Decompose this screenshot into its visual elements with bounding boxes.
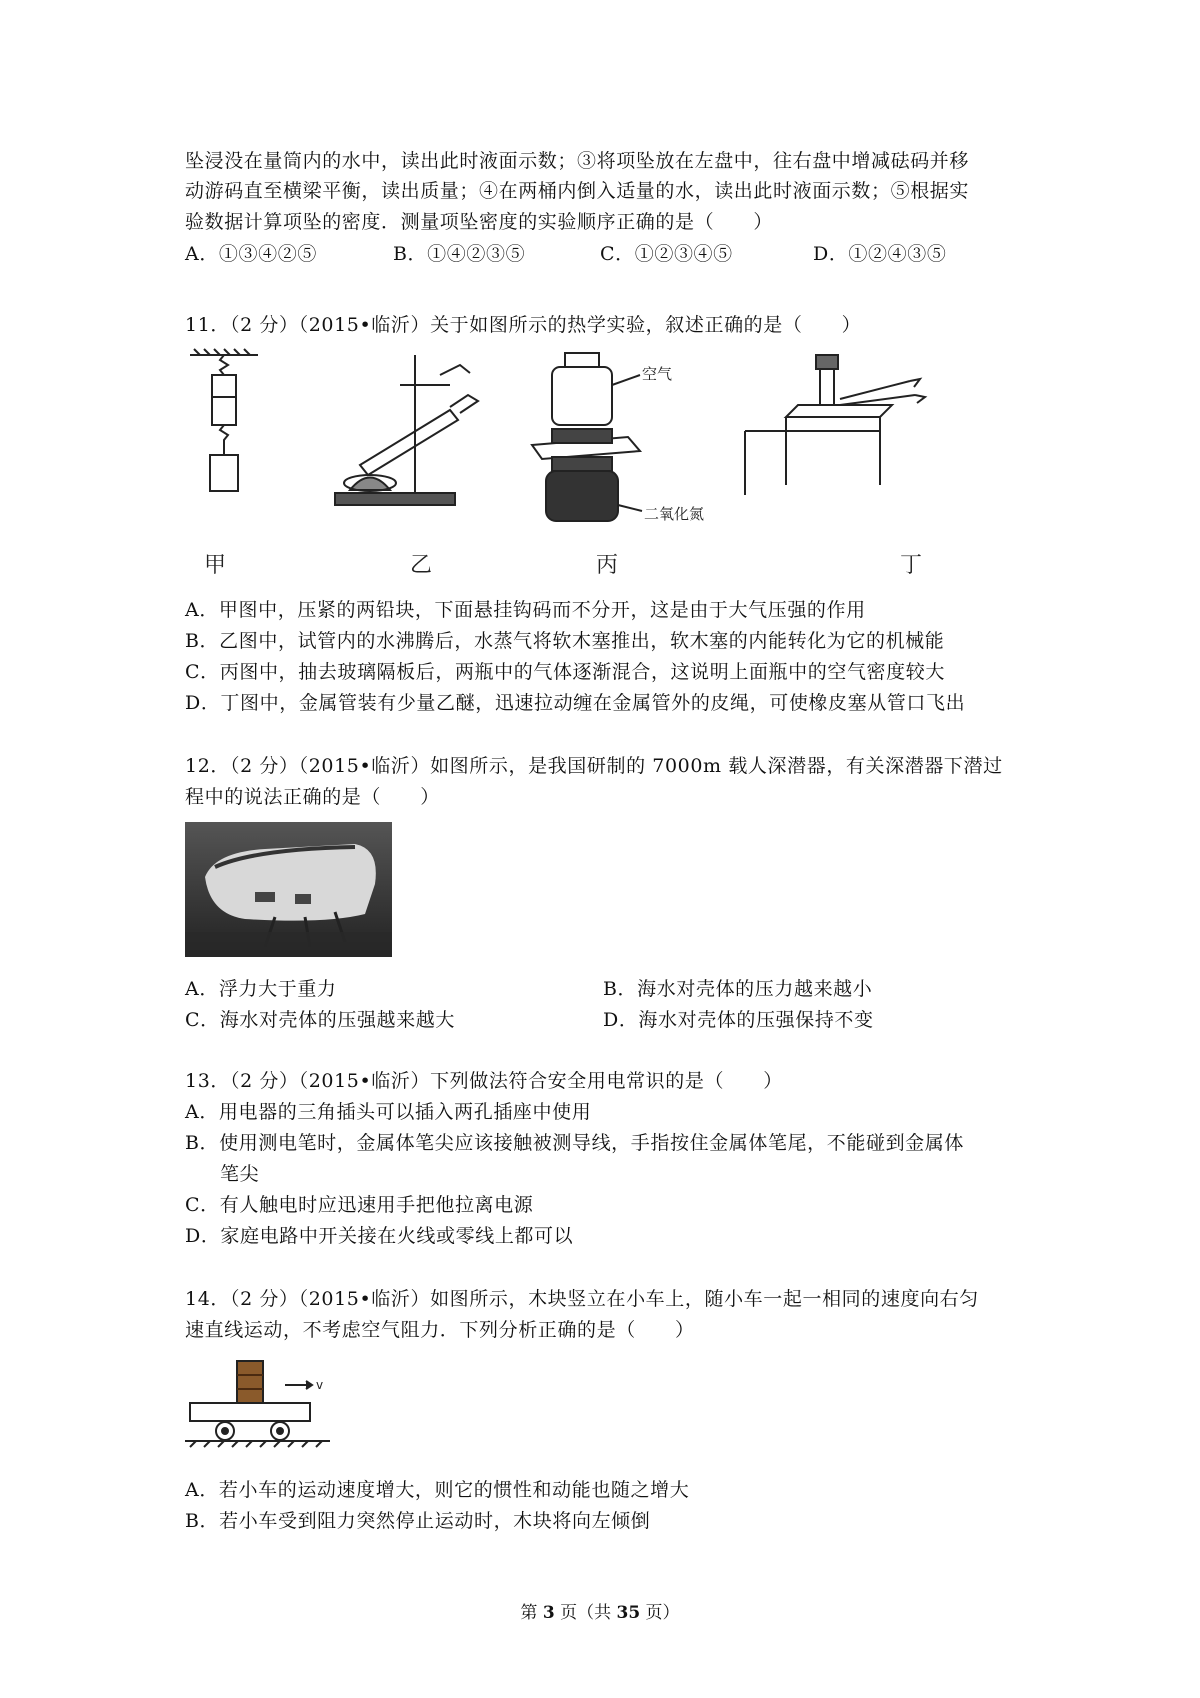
- q10-option-d: D．①②④③⑤: [813, 243, 947, 265]
- figure-ding-metal-tube: [745, 355, 925, 495]
- q13-option-b-line-2: 笔尖: [220, 1163, 260, 1185]
- q12-option-a: A．浮力大于重力: [185, 978, 337, 1000]
- q10-option-b: B．①④②③⑤: [393, 243, 526, 265]
- q11-option-c: C．丙图中，抽去玻璃隔板后，两瓶中的气体逐渐混合，这说明上面瓶中的空气密度较大: [185, 661, 945, 683]
- q13-option-b-line-1: B．使用测电笔时，金属体笔尖应该接触被测导线，手指按住金属体笔尾，不能碰到金属体: [185, 1132, 964, 1154]
- q13-option-d: D．家庭电路中开关接在火线或零线上都可以: [185, 1225, 574, 1247]
- q11-option-b: B．乙图中，试管内的水沸腾后，水蒸气将软木塞推出，软木塞的内能转化为它的机械能: [185, 630, 945, 652]
- footer-prefix: 第: [520, 1603, 543, 1623]
- page-footer: [0, 1598, 1200, 1623]
- q11-figures: [180, 345, 1020, 570]
- figure-bing-no2-label: 二氧化氮: [644, 505, 705, 523]
- figure-yi-test-tube: [335, 355, 478, 505]
- figure-bing-gas-bottles: [532, 353, 642, 521]
- footer-page-number: 3: [542, 1603, 555, 1623]
- velocity-label: v: [316, 1378, 324, 1392]
- q10-line-2: 动游码直至横梁平衡，读出质量；④在两桶内倒入适量的水，读出此时液面示数；⑤根据实: [185, 180, 970, 202]
- footer-middle: 页（共: [554, 1603, 617, 1623]
- figure-label-jia: 甲: [204, 553, 227, 578]
- footer-total-pages: 35: [616, 1603, 641, 1623]
- cart-block-figure: [180, 1355, 340, 1455]
- q14-option-b: B．若小车受到阻力突然停止运动时，木块将向左倾倒: [185, 1510, 651, 1532]
- q11-option-d: D．丁图中，金属管装有少量乙醚，迅速拉动缠在金属管外的皮绳，可使橡皮塞从管口飞出: [185, 692, 966, 714]
- q11-option-a: A．甲图中，压紧的两铅块，下面悬挂钩码而不分开，这是由于大气压强的作用: [185, 599, 866, 621]
- figure-label-yi: 乙: [410, 553, 433, 578]
- q12-option-c: C．海水对壳体的压强越来越大: [185, 1009, 455, 1031]
- footer-suffix: 页）: [640, 1603, 680, 1623]
- q14-line-1: 14．（2 分）（2015•临沂）如图所示，木块竖立在小车上，随小车一起一相同的速度向右匀: [185, 1288, 979, 1310]
- q13-stem: 13．（2 分）（2015•临沂）下列做法符合安全用电常识的是（ ）: [185, 1070, 783, 1092]
- q14-option-a: A．若小车的运动速度增大，则它的惯性和动能也随之增大: [185, 1479, 690, 1501]
- q10-option-a: A．①③④②⑤: [185, 243, 317, 265]
- q10-option-c: C．①②③④⑤: [600, 243, 733, 265]
- q12-line-2: 程中的说法正确的是（ ）: [185, 786, 440, 808]
- q11-stem: 11．（2 分）（2015•临沂）关于如图所示的热学实验，叙述正确的是（ ）: [185, 314, 862, 336]
- q14-line-2: 速直线运动，不考虑空气阻力．下列分析正确的是（ ）: [185, 1319, 695, 1341]
- q10-line-1: 坠浸没在量筒内的水中，读出此时液面示数；③将项坠放在左盘中，往右盘中增减砝码并移: [185, 150, 970, 172]
- figure-bing-air-label: 空气: [642, 365, 673, 383]
- q13-option-c: C．有人触电时应迅速用手把他拉离电源: [185, 1194, 534, 1216]
- q13-option-a: A．用电器的三角插头可以插入两孔插座中使用: [185, 1101, 592, 1123]
- submersible-photo: [185, 822, 392, 957]
- figure-label-bing: 丙: [596, 553, 619, 578]
- figure-jia-lead-blocks: [190, 349, 258, 491]
- figure-label-ding: 丁: [900, 553, 923, 578]
- q10-line-3: 验数据计算项坠的密度．测量项坠密度的实验顺序正确的是（ ）: [185, 211, 774, 233]
- q12-line-1: 12．（2 分）（2015•临沂）如图所示，是我国研制的 7000m 载人深潜器，有关深潜器下潜过: [185, 755, 1003, 777]
- q12-option-b: B．海水对壳体的压力越来越小: [603, 978, 873, 1000]
- q12-option-d: D．海水对壳体的压强保持不变: [603, 1009, 874, 1031]
